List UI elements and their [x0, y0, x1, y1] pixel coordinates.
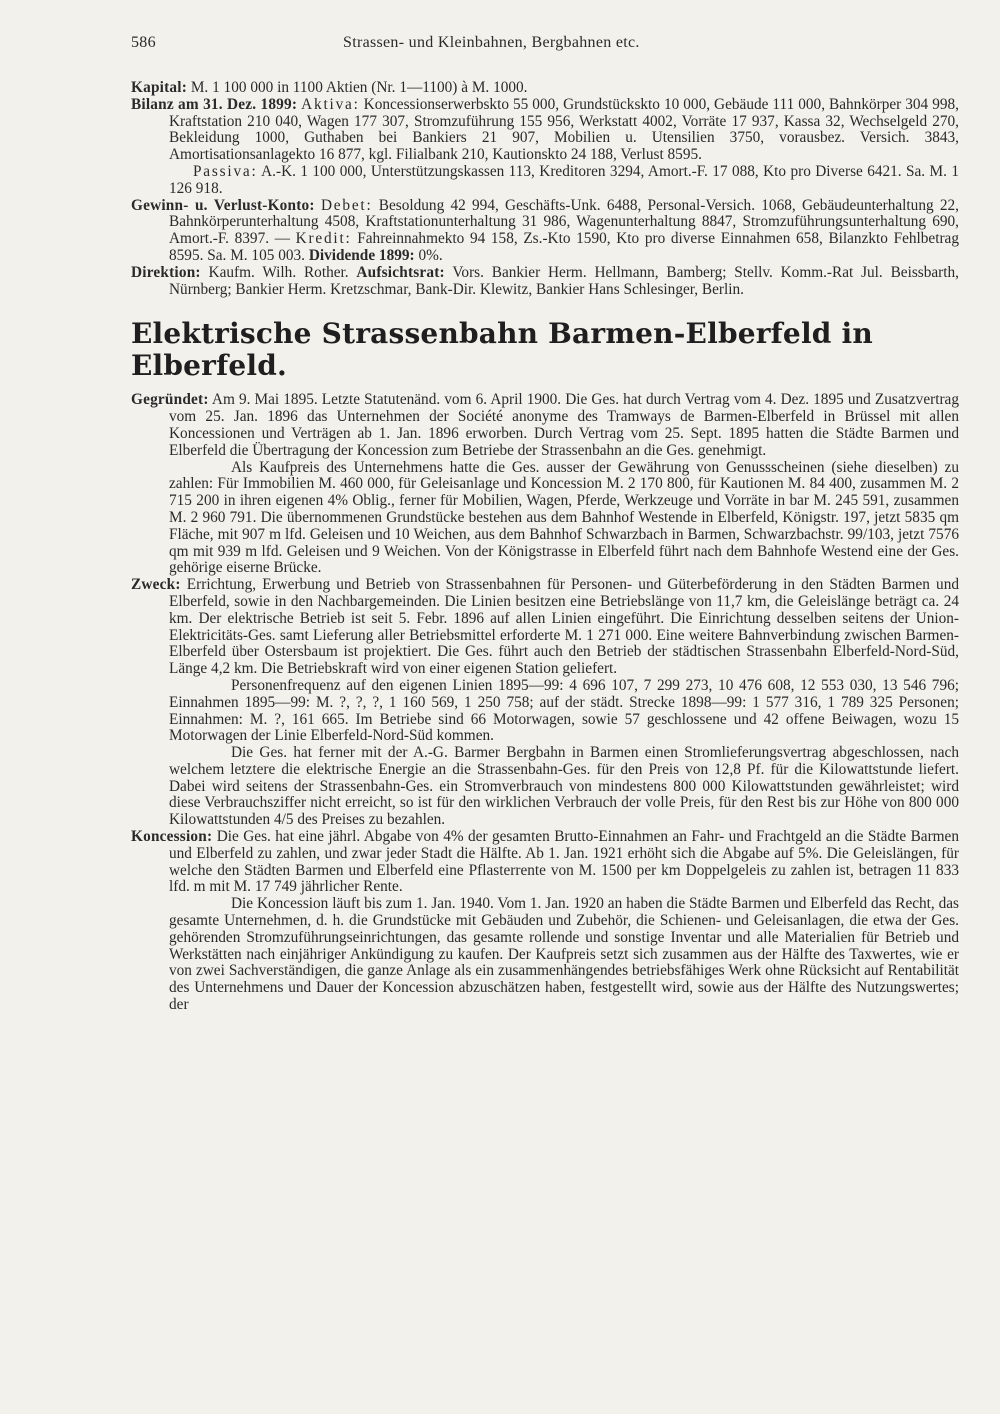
- page-header: [131, 34, 956, 56]
- kredit-text: Fahreinnahmekto 94 158, Zs.-Kto 1590, Kto pro diverse Einnahmen 658, Bilanzkto Fehlbetrag 8595. Sa. M. 105 003.: [169, 230, 959, 264]
- dividende-value: 0%.: [418, 246, 443, 264]
- aktiva-text: Koncessionserwerbskto 55 000, Grundstückskto 10 000, Gebäude 111 000, Bahnkörper 304 998, Kraftstation 210 040, Wagen 177 307, Stromzuführung 155 956, Werkstatt 4002, Vorräte 17 937, Kassa 32, Wechselgeld 270, Bekleidung 1000, Guthaben bei Bankiers 21 907, Mobilien u. Utensilien 3750, vorausbez. Versich. 3843, Amortisationsanlagekto 16 877, kgl. Filialbank 210, Kautionskto 24 188, Verlust 8595.: [169, 95, 959, 164]
- guv-label: Gewinn- u. Verlust-Konto:: [131, 196, 315, 214]
- gegruendet-text: Am 9. Mai 1895. Letzte Statutenänd. vom 6. April 1900. Die Ges. hat durch Vertrag vom 4. Dez. 1895 und Zusatzvertrag vom 25. Jan. 1896 das Unternehmen der Société anonyme des Tramways de Barmen-Elberfeld in Brüssel mit allen Koncessionen und Verträgen ab 1. Jan. 1896 erworben. Durch Vertrag vom 25. Sept. 1895 hatten die Städte Barmen und Elberfeld die Übertragung der Koncession zum Betriebe der Strassenbahn an die Ges. genehmigt.: [169, 391, 959, 459]
- kapital-label: Kapital:: [131, 79, 187, 96]
- kredit-label: Kredit:: [295, 230, 352, 248]
- section-title: Elektrische Strassenbahn Barmen-Elberfeld in Elberfeld.: [131, 317, 873, 383]
- koncession-text: Die Ges. hat eine jährl. Abgabe von 4% der gesamten Brutto-Einnahmen an Fahr- und Frachtgeld an die Städte Barmen und Elberfeld zu zahlen, und zwar jeder Stadt die Hälfte. Ab 1. Jan. 1921 erhöht sich die Abgabe auf 5%. Die Geleislängen, für welche den Städten Barmen und Elberfeld eine Pflasterrente von M. 1500 per km Doppelgeleis zu zahlen ist, betragen 11 833 lfd. m mit M. 17 749 jährlicher Rente.: [169, 828, 960, 896]
- direktion-label: Direktion:: [131, 263, 201, 281]
- aufsichtsrat-text: Vors. Bankier Herm. Hellmann, Bamberg; Stellv. Komm.-Rat Jul. Beissbarth, Nürnberg; Bankier Herm. Kretzschmar, Bank-Dir. Klewitz, Bankier Hans Schlesinger, Berlin.: [169, 263, 959, 298]
- dividende-label: Dividende 1899:: [308, 246, 415, 264]
- passiva-label: Passiva:: [193, 162, 258, 180]
- zweck-entry: [131, 577, 959, 678]
- gegruendet-entry: [131, 392, 959, 459]
- bilanz-entry: [131, 97, 959, 164]
- gegruendet-label: Gegründet:: [131, 391, 209, 409]
- zweck-text: Errichtung, Erwerbung und Betrieb von Strassenbahnen für Personen- und Güterbeförderung in den Städten Barmen und Elberfeld, sowie in den Nachbargemeinden. Die Linien besitzen eine Betriebslänge von 11,7 km, die Geleislänge beträgt ca. 24 km. Der elektrische Betrieb ist seit 5. Febr. 1896 auf allen Linien eingeführt. Die Einrichtung desselben seitens der Union-Elektricitäts-Ges. samt Lieferung aller Betriebsmittel erforderte M. 1 271 000. Eine weitere Bahnverbindung zwischen Barmen-Elberfeld über Ostersbaum ist projektiert. Die Ges. führt auch den Betrieb der städtischen Strassenbahn Elberfeld-Nord-Süd, Länge 4,2 km. Die Betriebskraft wird von einer eigenen Station geliefert.: [169, 576, 959, 678]
- aufsichtsrat-label: Aufsichtsrat:: [356, 263, 445, 281]
- zweck-label: Zweck:: [131, 576, 181, 594]
- aktiva-label: Aktiva:: [301, 95, 360, 113]
- kapital-entry: [131, 80, 959, 97]
- running-title: Strassen- und Kleinbahnen, Bergbahnen etc.: [343, 34, 640, 51]
- debet-text: Besoldung 42 994, Geschäfts-Unk. 6488, Personal-Versich. 1068, Gebäudeunterhaltung 22, Bahnkörperunterhaltung 4508, Kraftstationunterhaltung 31 986, Wagenunterhaltung 8847, Stromzuführungsunterhaltung 690, Amort.-F. 8397. —: [169, 196, 960, 248]
- bilanz-label: Bilanz am 31. Dez. 1899:: [131, 95, 298, 113]
- kaufpreis-paragraph: Als Kaufpreis des Unternehmens hatte die Ges. ausser der Gewährung von Genussscheinen (siehe dieselben) zu zahlen: Für Immobilien M. 460 000, für Geleisanlage und Koncession M. 2 170 800, für Kautionen M. 84 400, zusammen M. 2 715 200 in ihren eigenen 4% Oblig., ferner für Mobilien, Wagen, Pferde, Werkzeuge und Vorräte in bar M. 245 591, zusammen M. 2 960 791. Die übernommenen Grundstücke bestehen aus dem Bahnhof Westende in Elberfeld, Königstr. 197, jetzt 5835 qm Fläche, mit 907 m lfd. Geleisen und 10 Weichen, aus dem Bahnhof Schwarzbach in Barmen, Schwarzbachstr. 99/103, jetzt 7576 qm mit 939 m lfd. Geleisen und 9 Weichen. Von der Königstrasse in Elberfeld führt nach dem Bahnhofe Westend eine der Ges. gehörige eiserne Brücke.: [169, 458, 959, 577]
- stromvertrag-paragraph: Die Ges. hat ferner mit der A.-G. Barmer Bergbahn in Barmen einen Stromlieferungsvertrag abgeschlossen, nach welchem letztere die elektrische Energie an die Strassenbahn-Ges. für den Preis von 12,8 Pf. für die Kilowattstunde liefert. Dabei wird seitens der Strassenbahn-Ges. ein Stromverbrauch von mindestens 800 000 Kilowattstunden gewährleistet; wird diese Verbrauchsziffer nicht erreicht, so ist für den wirklichen Verbrauch der volle Preis, für den Rest bis zur Höhe von 800 000 Kilowattstunden 4/5 des Preises zu bezahlen.: [169, 744, 959, 829]
- passiva-entry: [131, 164, 959, 198]
- guv-entry: [131, 198, 959, 265]
- direktion-text: Kaufm. Wilh. Rother.: [208, 263, 349, 281]
- koncession-label: Koncession:: [131, 828, 213, 846]
- frequenz-paragraph: Personenfrequenz auf den eigenen Linien 1895—99: 4 696 107, 7 299 273, 10 476 608, 12 553 030, 13 546 796; Einnahmen 1895—99: M. ?, ?, ?, 1 160 569, 1 250 758; auf der städt. Strecke 1898—99: 1 577 316, 1 789 325 Personen; Einnahmen: M. ?, 161 665. Im Betriebe sind 66 Motorwagen, sowie 57 geschlossene und 42 offene Beiwagen, wozu 15 Motorwagen der Linie Elberfeld-Nord-Süd kommen.: [169, 676, 959, 745]
- kapital-text: M. 1 100 000 in 1100 Aktien (Nr. 1—1100) à M. 1000.: [190, 79, 528, 96]
- koncession-entry: [131, 829, 959, 896]
- ablauf-paragraph: Die Koncession läuft bis zum 1. Jan. 1940. Vom 1. Jan. 1920 an haben die Städte Barmen und Elberfeld das Recht, das gesamte Unternehmen, d. h. die Grundstücke mit Gebäuden und Zubehör, die Schienen- und Geleisanlagen, die etwa der Ges. gehörenden Stromzuführungseinrichtungen, das gesamte rollende und sonstige Inventar und alle Materialien für Betrieb und Werkstätten nach einjähriger Ankündigung zu kaufen. Der Kaufpreis setzt sich zusammen aus der Hälfte des Taxwertes, wie er von zwei Sachverständigen, die ganze Anlage als ein zusammenhängendes betriebsfähiges Werk ohne Rücksicht auf Rentabilität des Unternehmens und Dauer der Koncession abzuschätzen haben, festgestellt wird, sowie aus der Hälfte des Nutzungswertes; der: [169, 895, 959, 1014]
- debet-label: Debet:: [320, 196, 373, 214]
- page-number: 586: [131, 34, 156, 51]
- page-content: [131, 80, 959, 1014]
- direktion-entry: [131, 265, 959, 299]
- passiva-text: A.-K. 1 100 000, Unterstützungskassen 113, Kreditoren 3294, Amort.-F. 17 088, Kto pro Diverse 6421. Sa. M. 1 126 918.: [169, 162, 959, 197]
